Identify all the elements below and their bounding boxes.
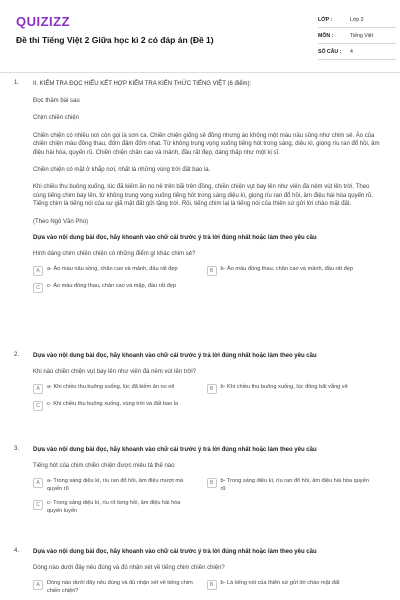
reading-paragraph: Chiền chiện có mặt ở khắp nơi, nhất là những vùng trời đất bao la. <box>33 167 211 174</box>
meta-label: LỚP : <box>318 16 333 23</box>
option-text: b- Là tiếng nói của thiên sứ gửi lời chào mặt đất <box>220 580 340 586</box>
reading-source: (Theo Ngô Văn Phú) <box>33 218 89 225</box>
option-letter: A <box>33 266 43 276</box>
option-b[interactable] <box>207 266 381 276</box>
option-a[interactable] <box>33 478 207 493</box>
option-letter: B <box>207 580 217 590</box>
option-text: c- Khi chiều thu buông xuống, vùng trời và đất bao la <box>47 401 179 407</box>
header-divider <box>0 72 400 73</box>
question-number: 1. <box>14 80 20 86</box>
reading-paragraph: Khi chiều thu buông xuống, lúc đã kiếm ăn no nê trên bãi trên đồng, chiền chiện vụt bay lên như viên đá ném vút lên trời. Theo cùng tiếng chim bay lên, từ không trung vọng xuống tiếng hót trong sáng diệu kì, giọng ríu ran đổ hồi, âm điệu hài hòa quyến rũ. Tiếng chim là tiếng nói của sự giã mặt đất gửi tặng trời. Rồi, tiếng chim lại là tiếng nói của thiên sứ gửi lời chào mặt đất. <box>33 184 373 208</box>
option-letter: C <box>33 500 43 510</box>
question-2 <box>0 352 400 446</box>
option-text: b- Khi chiều thu buông xuống, lúc đồng bãi vắng vẻ <box>220 384 348 390</box>
question-prompt: Hình dáng chim chiền chiện có những điểm gì khác chim sẻ? <box>33 251 196 258</box>
option-c[interactable] <box>33 500 207 515</box>
question-heading: II. KIỂM TRA ĐỌC HIỂU KẾT HỢP KIỂM TRA KIẾN THỨC TIẾNG VIỆT (6 điểm): <box>33 81 252 87</box>
question-number: 3. <box>14 446 20 452</box>
quizizz-logo: QUIZIZZ <box>16 14 71 29</box>
reading-paragraph: Chiền chiện có nhiều nơi còn gọi là sơn ca. Chiền chiện giống sẻ đồng nhưng áo không một màu nâu sồng như chim sẻ. Áo của chiền chiện màu đồng thau, đốm đậm đốm nhạt. Từ không trung vọng xuống tiếng hót trong sáng, diệu kì, giọng ríu ran đổ hồi, âm điệu hài hòa, quyến rũ. Chiền chiện chân cao và mảnh, đầu rất đẹp, dáng thấp như một kị sĩ. <box>33 132 380 156</box>
questions <box>0 80 400 600</box>
option-c[interactable] <box>33 283 207 293</box>
option-text: a- Trong sáng diệu kì, ríu ran đổ hồi, âm điệu mượt mà quyến rũ <box>47 478 184 492</box>
option-letter: A <box>33 478 43 488</box>
meta-label: MÔN : <box>318 32 334 39</box>
meta-row-subject <box>318 28 396 44</box>
meta-value: Tiếng Việt <box>350 32 374 39</box>
option-text: b- Trong sáng diệu kì, ríu ran đổ hồi, âm điệu hài hòa quyến rũ <box>220 478 369 492</box>
option-text: a- Khi chiều thu buông xuống, lúc đã kiếm ăn no nê <box>47 384 175 390</box>
option-c[interactable] <box>33 401 207 411</box>
options <box>33 266 380 300</box>
question-number: 4. <box>14 548 20 554</box>
question-number: 2. <box>14 352 20 358</box>
question-4 <box>0 548 400 600</box>
document-title: Đề thi Tiếng Việt 2 Giữa học kì 2 có đáp án (Đề 1) <box>16 35 214 45</box>
options <box>33 580 380 600</box>
option-b[interactable] <box>207 580 381 595</box>
option-text: Dòng nào dưới đây nêu đúng và đủ nhận xét về tiếng chim chiền chiện? <box>47 580 193 594</box>
question-1 <box>0 80 400 352</box>
question-heading: Dựa vào nội dung bài đọc, hãy khoanh vào chữ cái trước ý trả lời đúng nhất hoặc làm theo yêu cầu <box>33 353 317 359</box>
option-a[interactable] <box>33 266 207 276</box>
option-b[interactable] <box>207 478 381 493</box>
option-b[interactable] <box>207 384 381 394</box>
option-text: a- Áo màu nâu sồng, chân cao và mảnh, đầu rất đẹp <box>47 266 178 273</box>
question-heading: Dựa vào nội dung bài đọc, hãy khoanh vào chữ cái trước ý trả lời đúng nhất hoặc làm theo yêu cầu <box>33 549 317 555</box>
options <box>33 384 380 418</box>
option-letter: C <box>33 401 43 411</box>
header <box>0 0 400 62</box>
question-instruction: Dựa vào nội dung bài đọc, hãy khoanh vào chữ cái trước ý trả lời đúng nhất hoặc làm theo yêu cầu <box>33 235 317 242</box>
option-a[interactable] <box>33 580 207 595</box>
question-3 <box>0 446 400 548</box>
meta-value: Lớp 2 <box>350 16 364 23</box>
reading-instruction: Đọc thầm bài sau <box>33 98 80 104</box>
option-text: b- Áo màu đồng thau, chân cao và mảnh, đầu rất đẹp <box>220 266 353 273</box>
question-heading: Dựa vào nội dung bài đọc, hãy khoanh vào chữ cái trước ý trả lời đúng nhất hoặc làm theo yêu cầu <box>33 447 317 453</box>
option-letter: B <box>207 384 217 394</box>
option-letter: B <box>207 266 217 276</box>
option-letter: B <box>207 478 217 488</box>
option-a[interactable] <box>33 384 207 394</box>
question-prompt: Dòng nào dưới đây nêu đúng và đủ nhận xét về tiếng chim chiền chiện? <box>33 565 225 571</box>
meta-value: 4 <box>350 48 353 55</box>
option-letter: A <box>33 580 43 590</box>
options <box>33 478 380 522</box>
meta-label: SỐ CÂU : <box>318 48 342 55</box>
meta-row-grade <box>318 12 396 28</box>
option-letter: A <box>33 384 43 394</box>
question-prompt: Tiếng hót của chim chiền chiện được miêu tả thế nào <box>33 463 175 469</box>
meta-row-count <box>318 44 396 60</box>
reading-title: Chim chiền chiện <box>33 115 80 122</box>
question-prompt: Khi nào chiền chiện vụt bay lên như viên đá ném vút lên trời? <box>33 369 197 375</box>
option-letter: C <box>33 283 43 293</box>
option-text: c- Áo màu đồng thau, chân cao và mập, đầu rất đẹp <box>47 283 177 290</box>
meta-box <box>318 12 396 60</box>
option-text: c- Trong sáng diệu kì, ríu rít từng hồi, âm điệu hài hòa quyến luyến <box>47 500 181 514</box>
